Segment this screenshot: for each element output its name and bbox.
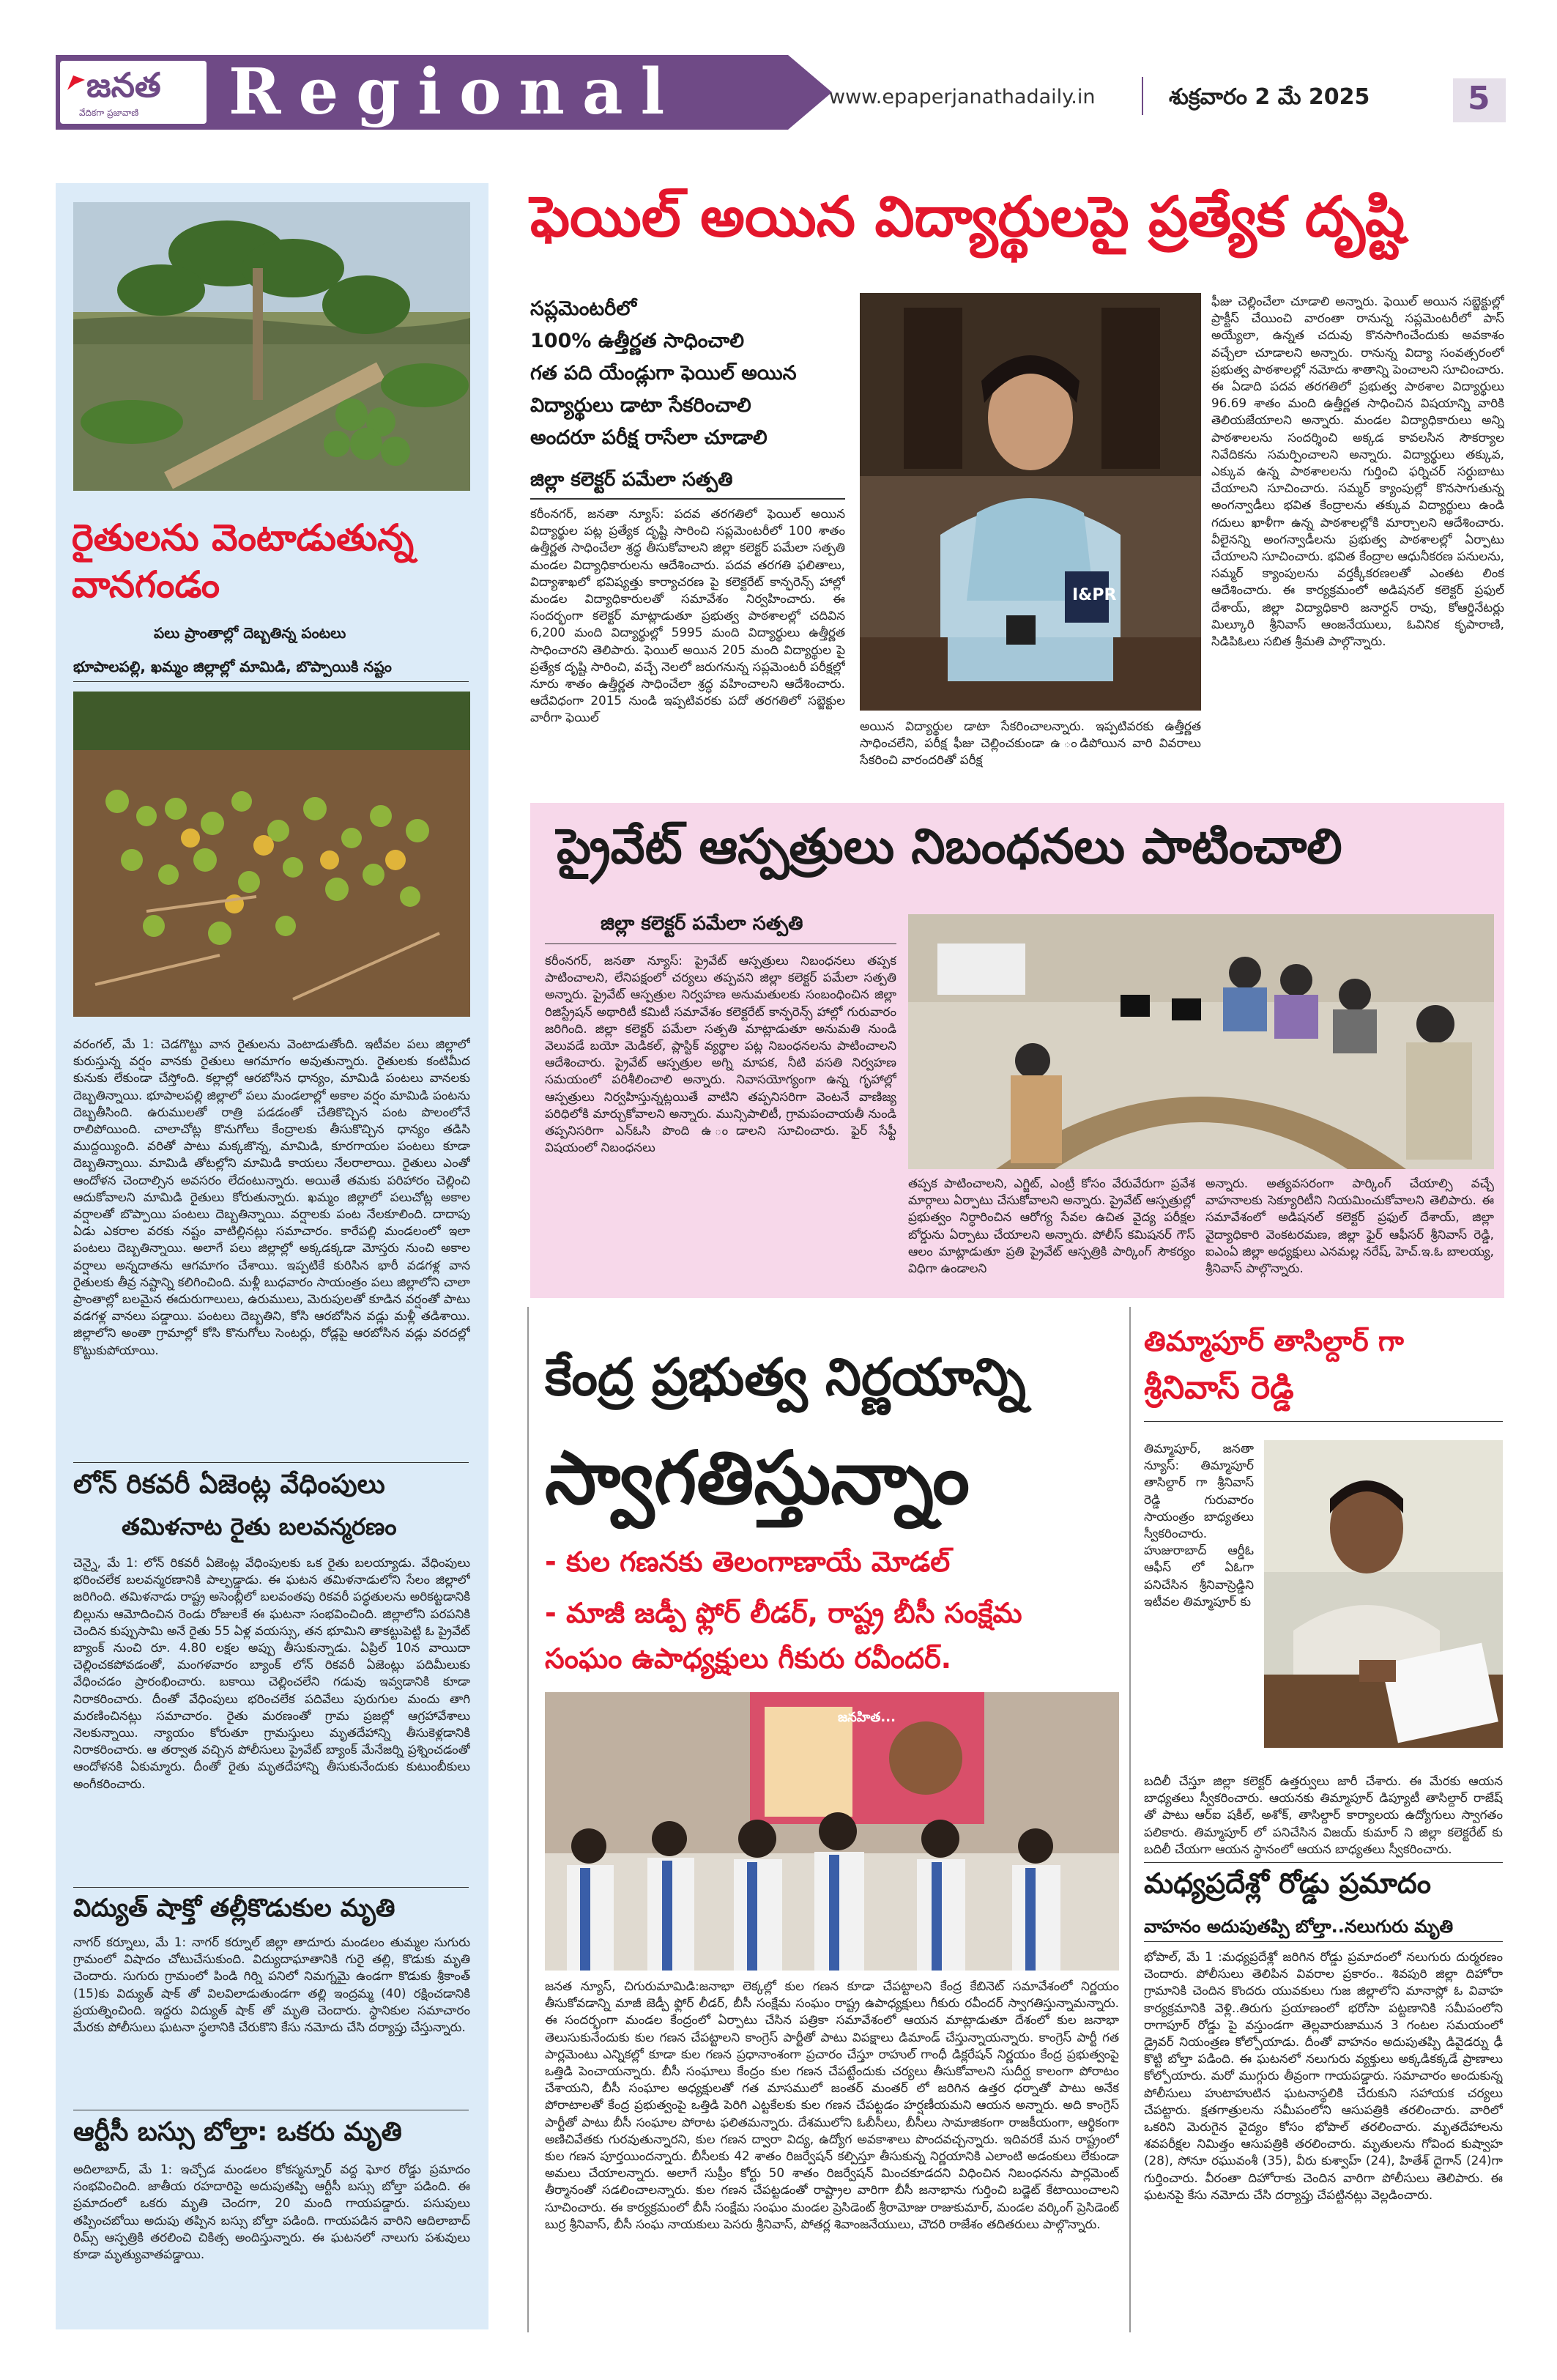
welcome-headline-2: స్వాగతిస్తున్నాం [545, 1435, 970, 1521]
masthead [56, 55, 1506, 130]
logo-tagline: వేదికగా ప్రజావాణి [79, 108, 139, 118]
farm-sub-1: పలు ప్రాంతాల్లో దెబ్బతిన్న పంటలు [154, 624, 346, 642]
shock-body: నాగర్ కర్నూలు, మే 1: నాగర్ కర్నూల్ జిల్లా తాదూరు మండలం తుమ్మల సుగురు గ్రామంలో విషాదం చోటుచేసుకుంది. విద్యుదాఘాతానికి గురై తల్లి, కొడుకు మృతి చెందారు. సుగురు గ్రామంలో పిండి గిర్ని పనిలో నిమగ్నమై ఉండగా కొడుకు శ్రీకాంత్ (15)కు విద్యుత్ షాక్ తో విలవిలాడుతుండగా తల్లి ఇంద్రమ్మ (40) రక్షించడానికి ప్రయత్నించింది. ఇద్దరు విద్యుత్ షాక్ తో మృతి చెందారు. స్థానికుల సమాచారం మేరకు పోలీసులు ఘటనా స్థలానికి చేరుకొని కేసు నమోదు చేసి దర్యాప్తు చేస్తున్నారు. [73, 1935, 470, 2035]
shock-headline: విద్యుత్ షాక్తో తల్లీకొడుకుల మృతి [73, 1894, 395, 1923]
loan-top-rule [73, 1462, 469, 1463]
hospital-byline: జిల్లా కలెక్టర్ పమేలా సత్పతి [601, 913, 803, 935]
lead-byline: జిల్లా కలెక్టర్ పమేలా సత్పతి [530, 469, 733, 491]
lead-col-1: కరీంనగర్, జనతా న్యూస్: పదవ తరగతిలో ఫెయిల్ అయిన విద్యార్థుల పట్ల ప్రత్యేక దృష్టి సారించి సప్లమెంటరీలో 100 శాతం ఉత్తీర్ణత సాధించేలా శ్రద్ధ తీసుకోవాలని జిల్లా కలెక్టర్ పమేలా సత్పతి మండల విద్యాధికారులను ఆదేశించారు. పదవ తరగతి ఫలితాలు, విద్యాశాఖలో భవిష్యత్తు కార్యాచరణ పై కలెక్టరేట్ కాన్ఫరెన్స్ హాల్లో మండల విద్యాధికారులతో సమావేశం నిర్వహించారు. ఈ సందర్భంగా కలెక్టర్ మాట్లాడుతూ ప్రభుత్వ పాఠశాలల్లో చదివిన 6,200 మంది విద్యార్థుల్లో 5995 మంది విద్యార్థులు ఉత్తీర్ణత సాధించారని తెలిపారు. ఫెయిల్ అయిన 205 మంది విద్యార్థుల పై ప్రత్యేక దృష్టి సారించి, వచ్చే నెలలో జరుగనున్న సప్లమెంటరీ పరీక్షల్లో నూరు శాతం ఉత్తీర్ణత సాధించేలా శ్రద్ధ వహించాలని ఆదేశించారు. ఆదేవిధంగా 2015 నుండి ఇప్పటివరకు పదో తరగతిలో సబ్జెక్టుల వారీగా ఫెయిల్ [530, 506, 845, 725]
hospital-col-2: తప్పక పాటించాలని, ఎగ్జిట్, ఎంట్రీ కోసం వేరువేరుగా ప్రవేశ మార్గాలు ఏర్పాటు చేసుకోవాలని అన్నారు. ప్రైవేట్ ఆస్పత్రుల్లో ప్రభుత్వం నిర్ధారించిన ఆరోగ్య సేవల ఉచిత వైద్య పరీక్షల బోర్డును ఏర్పాటు చేయాలని అన్నారు. పోలీస్ కమిషనర్ గౌస్ ఆలం మాట్లాడుతూ ప్రతి ప్రైవేట్ ఆస్పత్రికి పార్కింగ్ సౌకర్యం విధిగా ఉండాలని [908, 1176, 1195, 1276]
mp-headline: మధ్యప్రదేశ్లో రోడ్డు ప్రమాదం [1144, 1867, 1432, 1899]
issue-date: శుక్రవారం 2 మే 2025 [1169, 84, 1370, 110]
lead-col-2: అయిన విద్యార్థుల డాటా సేకరించాలన్నారు. ఇప్పటివరకు ఉత్తీర్ణత సాధించలేని, పరీక్ష ఫీజు చెల్లించకుండా ఉ ండిపోయిన వారి వివరాలు సేకరించి వారందరితో పరీక్ష [860, 719, 1201, 768]
hospital-col-1: కరీంనగర్, జనతా న్యూస్: ప్రైవేట్ ఆస్పత్రులు నిబంధనలు తప్పక పాటించాలని, లేనిపక్షంలో చర్యలు తప్పవని జిల్లా కలెక్టర్ పమేలా సత్పతి అన్నారు. ప్రైవేట్ ఆస్పత్రుల నిర్వహణ అనుమతులకు సంబంధించిన జిల్లా రిజిస్ట్రేషన్ అథారిటీ కమిటీ సమావేశం కలెక్టరేట్ కాన్ఫరెన్స్ హాల్లో గురువారం జరిగింది. జిల్లా కలెక్టర్ పమేలా సత్పతి మాట్లాడుతూ అనుమతి నుండి వెలువడే బయో మెడికల్, ప్లాస్టిక్ వ్యర్థాల పట్ల నిబంధనలను పాటించాలని ఆదేశించారు. ప్రైవేట్ ఆస్పత్రుల అగ్ని మాపక, నీటి వసతి నిర్వహణ సమయంలో పరిశీలించాలి అన్నారు. నివాసయోగ్యంగా ఉన్న గృహాల్లో ఆస్పత్రులు నిర్వహిస్తున్నట్లయితే వాటిని తప్పనిసరిగా వెంటనే వాణిజ్య పరిధిలోకి మార్చుకోవాలని అన్నారు. మున్సిపాలిటీ, గ్రామపంచాయతీ నుండి తప్పనిసరిగా ఎన్ఓసి పొంది ఉ ండాలని సూచించారు. ఫైర్ సేఫ్టీ విషయంలో నిబంధనలు [545, 953, 896, 1155]
hospital-headline: ప్రైవేట్ ఆస్పత్రులు నిబంధనలు పాటించాలి [557, 818, 1342, 875]
lead-deck-line-3: గత పది యేండ్లుగా ఫెయిల్ అయిన [530, 362, 797, 385]
site-url[interactable]: www.epaperjanathadaily.in [829, 86, 1096, 108]
tahsildar-photo [1264, 1440, 1503, 1748]
lead-deck-line-4: విద్యార్థులు డాటా సేకరించాలి [530, 394, 751, 417]
shock-top-rule [73, 1887, 469, 1888]
loan-sub: తమిళనాట రైతు బలవన్మరణం [122, 1513, 397, 1541]
collector-photo [860, 293, 1201, 711]
farm-headline-1: రైతులను వెంటాడుతున్న [72, 516, 415, 559]
farm-body: వరంగల్, మే 1: చెడగొట్టు వాన రైతులను వెంటాడుతోంది. ఇటీవల పలు జిల్లాలో కురుస్తున్న వర్షం వానకు రైతులు ఆగమాగం అవుతున్నారు. రైతులకు కంటిమీద కునుకు లేకుండా చేస్తోంది. కల్లాల్లో ఆరబోసిన ధాన్యం, మామిడి పంటలు వానలకు దెబ్బతిన్నాయి. భూపాలపల్లి జిల్లాలో పలు మండలాల్లో అకాల వర్షం మామిడి పంటను దెబ్బతీసింది. ఉరుములతో రాత్రి పడడంతో చేతికొచ్చిన పంట పొలంలోనే రాలిపోయింది. చాలాచోట్ల కొనుగోలు కేంద్రాలకు తీసుకొచ్చిన ధాన్యం తడిసి ముద్దయ్యింది. వరితో పాటు మక్కజొన్న, మామిడి, కూరగాయల పంటలు కూడా దెబ్బతిన్నాయి. మామిడి తోటల్లోని మామిడి కాయలు నేలరాలాయి. రైతులు ఎంతో ఆందోళన చెందాల్సిన అవసరం లేదంటున్నారు. అయితే తమకు పరిహారం చెల్లించి ఆదుకోవాలని మామిడి రైతులు కోరుతున్నారు. ఖమ్మం జిల్లాలో పలుచోట్ల అకాల వర్షాలతో బొప్పాయి పంటలు దెబ్బతిన్నాయి. వర్షాలకు పంట నేలకూలింది. దాదాపు ఏడు ఎకరాల వరకు నష్టం వాటిల్లినట్లు సమాచారం. కారేపల్లి మండలంలో ఇలా పంటలు దెబ్బతిన్నాయి. అలాగే పలు జిల్లాల్లో అక్కడక్కడా మోస్తరు నుంచి అకాల వర్షాలు అన్నదాతను ఆగమాగం చేశాయి. ఇప్పటికే కురిసిన భారీ వడగళ్ల వాన రైతులకు తీవ్ర నష్టాన్ని కలిగించింది. మళ్లీ బుధవారం సాయంత్రం పలు జిల్లాలోని చాలా ప్రాంతాల్లో బలమైన ఈదురుగాలులు, ఉరుములు, మెరుపులతో కూడిన వర్షంతో పాటు వడగళ్ల వానలు పడ్డాయి. పంటలు దెబ్బతిని, కోసి ఆరబోసిన వడ్లు మళ్లీ తడిశాయి. జిల్లాలోని అంతా గ్రామాల్లో కోసి కొనుగోలు సెంటర్లు, రోడ్లపై ఆరబోసిన వడ్లు వరదల్లో కొట్టుకుపోయాయి. [73, 1037, 470, 1357]
lead-deck [530, 293, 852, 454]
lead-deck-line-2: 100% ఉత్తీర్ణత సాధించాలి [530, 330, 745, 352]
tahsildar-headline-rule [1144, 1421, 1503, 1422]
tahsildar-headline-1: తిమ్మాపూర్ తాసిల్దార్ గా [1144, 1325, 1404, 1357]
tahsildar-body-narrow: తిమ్మాపూర్, జనతా న్యూస్: తిమ్మాపూర్ తాసిల్దార్ గా శ్రీనివాస్ రెడ్డి గురువారం సాయంత్రం బాధ్యతలు స్వీకరించారు. హుజురాబాద్ ఆర్డీఓ ఆఫీస్ లో ఏఓగా పనిచేసిన శ్రీనివాస్రెడ్డిని ఇటీవల తిమ్మాపూర్ కు [1144, 1441, 1254, 1609]
welcome-body: జనత న్యూస్, చిగురుమామిడి:జనాభా లెక్కల్లో కుల గణన కూడా చేపట్టాలని కేంద్ర కేబినెట్ సమావేశంలో నిర్ణయం తీసుకోవడాన్ని మాజీ జెడ్పీ ఫ్లోర్ లీడర్, బీసీ సంక్షేమ సంఘం రాష్ట్ర ఉపాధ్యక్షులు గీకురు రవీందర్ స్వాగతిస్తున్నామన్నారు. ఈ సందర్భంగా మండల కేంద్రంలో ఏర్పాటు చేసిన పత్రికా సమావేశంలో ఆయన మాట్లాడుతూ దేశంలో కుల జనాభా తెలుసుకునేందుకు కుల గణన చేపట్టాలని కాంగ్రెస్ పార్టీతో పాటు విపక్షాలు డిమాండ్ చేస్తున్నాయన్నారు. కాంగ్రెస్ పార్టీ గత పార్లమెంటు ఎన్నికల్లో కూడా కుల గణన ప్రధానాంశంగా ప్రచారం చేస్తూ రాహుల్ గాంధీ డిక్లరేషన్ నిర్ణయం కేంద్ర ప్రభుత్వంపై ఒత్తిడి పెంచాయన్నారు. బీసీ సంఘాలు కేంద్రం కుల గణన చేపట్టేందుకు చర్యలు తీసుకోవాలని సుదీర్ఘ కాలంగా పోరాటం చేశాయని, బీసీ సంఘాల అధ్యక్షులతో గత మాసములో జంతర్ మంతర్ లో జరిగిన ఉత్తర ధర్నాతో పాటు అనేక పోరాటాలతో కేంద్ర ప్రభుత్వంపై ఒత్తిడి పెరిగి ఎట్టకేలకు కుల గణన చేపట్టడం హర్షణీయమని ఆయన అన్నారు. అది కాంగ్రెస్ పార్టీతో పాటు బీసీ సంఘాల పోరాట ఫలితమన్నారు. దేశములోని ఓబీసీలు, బీసీలు సామాజికంగా రాజకీయంగా, ఆర్థికంగా అణిచివేతకు గురవుతున్నారని, కుల గణన ద్వారా విద్య, ఉద్యోగ అవకాశాలు పొందవచ్చన్నారు. ఇదివరకే మన రాష్ట్రంలో కుల గణన పూర్తయిందన్నారు. బీసీలకు 42 శాతం రిజర్వేషన్ కల్పిస్తూ తీసుకున్న నిర్ణయానికి ఎలాంటి అడంకులు లేకుండా అమలు చేయాలన్నారు. అలాగే సుప్రీం కోర్టు 50 శాతం రిజర్వేషన్ మించకూడదని విధించిన నిబంధనను పార్లమెంట్ తీర్మానంతో సడలించాలన్నారు. కుల గణన చేపట్టడంతో రాష్ట్రాల వారిగా బీసీ జనాభాను గుర్తించి బడ్జెట్ కేటాయించాలని సూచించారు. ఈ కార్యక్రమంలో బీసీ సంక్షేమ సంఘం మండల ప్రెసిడెంట్ శ్రీరామోజు రాజుకుమార్, మండల వర్కింగ్ ప్రెసిడెంట్ బుర్ర శ్రీనివాస్, బీసీ సంఘ నాయకులు పెసరు శ్రీనివాస్, పోతర్ల శివాంజనేయులు, చౌదరి రాజేశం తదితరులు పాల్గొన్నారు. [545, 1979, 1119, 2231]
lead-deck-line-5: అందరూ పరీక్ష రాసేలా చూడాలి [530, 426, 768, 449]
welcome-headline-1: కేంద్ర ప్రభుత్వ నిర్ణయాన్ని [545, 1347, 1026, 1407]
ipr-badge: I&PR [1072, 586, 1117, 604]
section-title: Regional [228, 55, 683, 129]
bus-body: అదిలాబాద్, మే 1: ఇచ్చోడ మండలం కోకస్మన్నూర్ వద్ద ఘోర రోడ్డు ప్రమాదం సంభవించింది. జాతీయ రహదారిపై అదుపుతప్పి ఆర్టీసీ బస్సు బోల్తా పడింది. ఈ ప్రమాదంలో ఒకరు మృతి చెందగా, 20 మంది గాయపడ్డారు. పసుపులు తప్పించబోయి అదుపు తప్పిన బస్సు బోల్తా పడింది. గాయపడిన వారిని ఆదిలాబాద్ రిమ్స్ ఆస్పత్రికి తరలించి చికిత్స అందిస్తున్నారు. ఈ ఘటనలో నాలుగు పశువులు కూడా మృత్యువాతపడ్డాయి. [73, 2162, 470, 2262]
welcome-sub-3: సంఘం ఉపాధ్యక్షులు గీకురు రవీందర్. [545, 1642, 952, 1675]
lead-headline: ఫెయిల్ అయిన విద్యార్థులపై ప్రత్యేక దృష్టి [530, 184, 1405, 249]
bc-leaders-photo [545, 1692, 1119, 1971]
welcome-sub-1: - కుల గణనకు తెలంగాణాయే మోడల్ [545, 1546, 951, 1578]
lead-col-3: ఫీజు చెల్లించేలా చూడాలి అన్నారు. ఫెయిల్ అయిన సబ్జెక్టుల్లో ప్రాక్టీస్ చేయించి వారంతా రానున్న సప్లమెంటరీలో పాస్ అయ్యేలా, ఉన్నత చదువు కొనసాగించేందుకు అవకాశం వచ్చేలా చూడాలని అన్నారు. రానున్న విద్యా సంవత్సరంలో ప్రభుత్వ పాఠశాలల్లో నమోదు శాతాన్ని పెంచాలని సూచించారు. ఈ ఏడాది పదవ తరగతిలో ప్రభుత్వ పాఠశాల విద్యార్థులు 96.69 శాతం మంది ఉత్తీర్ణత సాధించిన విషయాన్ని వారికి తెలియజేయాలని అన్నారు. మండల విద్యాధికారులు అన్ని పాఠశాలలను సందర్శించి అక్కడ కావలసిన సౌకర్యాల నివేదికను సమర్పించాలని అన్నారు. విద్యార్థులు తక్కువ, ఎక్కువ ఉన్న పాఠశాలలను గుర్తించి ఫర్నిచర్ సర్దుబాటు చేయాలని సూచించారు. సమ్మర్ క్యాంపుల్లో కొనసాగుతున్న అంగన్వాడీలు భవిత కేంద్రాలను తక్కువ విద్యార్థులు ఉండి గదులు ఖాళీగా ఉన్న పాఠశాలల్లోకి మార్చాలని ఆదేశించారు. వీలైనన్ని అంగన్వాడీలను ప్రభుత్వ పాఠశాలల్లో ఏర్పాటు చేయాలని సూచించారు. భవిత కేంద్రాల ఆధునీకరణ పనులను, సమ్మర్ క్యాంపులను వర్తక్కీకరణలతో ఎంతట లింక ఆదేశించారు. ఈ కార్యక్రమంలో అడిషనల్ కలెక్టర్ ప్రఫుల్ దేశాయ్, జిల్లా విద్యాధికారి జనార్దన్ రావు, కోఆర్డినేటర్లు మిల్కూరి శ్రీనివాస్ ఆంజనేయులు, ఓవినిక కృపారాణి, సిడిపిఓలు సబిత శ్రీమతి పాల్గొన్నారు. [1211, 294, 1504, 649]
tahsildar-headline-2: శ్రీనివాస్ రెడ్డి [1144, 1369, 1294, 1406]
bus-headline: ఆర్టీసీ బస్సు బోల్తా: ఒకరు మృతి [73, 2117, 402, 2147]
farm-sub-rule [73, 681, 469, 682]
fallen-mangoes-photo [73, 692, 470, 1017]
hospital-col-3: అన్నారు. అత్యవసరంగా పార్కింగ్ చేయాల్సి వచ్చే వాహనాలకు సెక్యూరిటీని నియమించుకోవాలని తెలిపారు. ఈ సమావేశంలో అడిషనల్ కలెక్టర్ ప్రఫుల్ దేశాయ్, జిల్లా వైద్యాధికారి వెంకటరమణ, జిల్లా ఫైర్ ఆఫీసర్ శ్రీనివాస్ రెడ్డి, ఐఎంఏ జిల్లా అధ్యక్షులు ఎనమల్ల నరేష్, హెచ్.ఇ.ఓ బాలయ్య, శ్రీనివాస్ పాల్గొన్నారు. [1205, 1176, 1494, 1276]
mp-body: భోపాల్, మే 1 :మధ్యప్రదేశ్లో జరిగిన రోడ్డు ప్రమాదంలో నలుగురు దుర్మరణం చెందారు. పోలీసులు తెలిపిన వివరాల ప్రకారం.. శివపురి జిల్లా దిహోరా గ్రామానికి చెందిన కొందరు యువకులు గుజ జిల్లాలోని మానాస్లో ఓ వివాహ కార్యక్రమానికి వెళ్లి..తిరుగు ప్రయాణంలో భరోసా పట్టణానికి సమీపంలోని రాగాపూర్ రోడ్డు పై వస్తుండగా తెల్లవారుజామున 3 గంటల సమయంలో డ్రైవర్ నియంత్రణ కోల్పోయాడు. దీంతో వాహనం అదుపుతప్పి డివైడర్ను ఢీ కొట్టి బోల్తా పడింది. ఈ ఘటనలో నలుగురు వ్యక్తులు అక్కడికక్కడే ప్రాణాలు కోల్పోయారు. మరో ముగ్గురు తీవ్రంగా గాయపడ్డారు. సమాచారం అందుకున్న పోలీసులు హుటాహుటిన ఘటనాస్థలికి చేరుకుని సహాయక చర్యలు చేపట్టారు. క్షతగాత్రులను సమీపంలోని ఆసుపత్రికి తరలించారు. వారిలో ఒకరిని మెరుగైన వైద్యం కోసం భోపాల్ తరలించారు. మృతదేహాలను శవపరీక్షల నిమిత్తం ఆసుపత్రికి తరలించారు. మృతులను గోవింద కుష్వాహ (28), సోనూ రఘువంశీ (35), వీరు కుశ్వాహ్ (24), హితేశ్ దైగాన్ (24)గా గుర్తించారు. వీరంతా దిహోరాకు చెందిన వారిగా పోలీసులు తెలిపారు. ఈ ఘటనపై కేసు నమోదు చేసి దర్యాప్తు చేపట్టినట్లు వెల్లడించారు. [1144, 1949, 1503, 2202]
logo-flag-icon [66, 74, 86, 92]
mp-sub-rule [1144, 1941, 1503, 1942]
url-date-separator [1142, 77, 1143, 115]
loan-headline: లోన్ రికవరీ ఏజెంట్ల వేధింపులు [73, 1469, 385, 1499]
welcome-left-rule [527, 1307, 529, 2332]
logo-text: జనత [86, 65, 161, 105]
farm-headline-2: వానగండం [72, 563, 220, 606]
papaya-farm-photo [73, 202, 470, 491]
welcome-sub-2: - మాజీ జడ్పీ ఫ్లోర్ లీడర్, రాష్ట్ర బీసీ సంక్షేమ [545, 1597, 1022, 1629]
loan-body: చెన్నై, మే 1: లోన్ రికవరీ ఏజెంట్ల వేధింపులకు ఒక రైతు బలయ్యాడు. వేధింపులు భరించలేక బలవన్మరణానికి పాల్పడ్డాడు. ఈ ఘటన తమిళనాడులోని సేలం జిల్లాలో జరిగింది. తమిళనాడు రాష్ట్ర అసెంబ్లీలో బలవంతపు రికవరీ పద్ధతులను అరికట్టడానికి బిల్లును ఆమోదించిన రెండు రోజులకే ఈ ఘటనా సంభవించింది. జిల్లాలోని పరపనికి చెందిన కుప్పుసామి అనే రైతు 55 ఏళ్ల వయస్సు, తన భూమిని తాకట్టుపెట్టి ఓ ప్రైవేట్ బ్యాంక్ నుంచి రూ. 4.80 లక్షల అప్పు తీసుకున్నాడు. ఏప్రిల్ 10న వాయిదా చెల్లించకపోవడంతో, మంగళవారం బ్యాంక్ లోన్ రికవరీ ఏజెంట్లు పదిమీలుకు వేధించడం ప్రారంభించారు. బకాయి చెల్లించలేని గడువు ఇవ్వడానికి కూడా నిరాకరించారు. దీంతో వేధింపులు భరించలేక పదివేలు పురుగుల మందు తాగి మరణించినట్లు సమాచారం. రైతు మరణంతో గ్రామ ప్రజల్లో ఆగ్రహావేశాలు నెలకున్నాయి. న్యాయం కోరుతూ గ్రామస్తులు మృతదేహాన్ని తీసుకెళ్లడానికి నిరాకరించారు. ఆ తర్వాత వచ్చిన పోలీసులు ప్రైవేట్ బ్యాంక్ మేనేజర్ని ప్రశ్నించడంతో ఆందోళనకి ఏకుమ్మారు. దీంతో రైతు మృతదేహాన్ని తీసుకునేందుకు కుటుంబీకులు అంగీకరించారు. [73, 1555, 470, 1791]
mp-top-rule [1144, 1862, 1503, 1863]
farm-sub-2: భూపాలపల్లి, ఖమ్మం జిల్లాల్లో మామిడి, బొప్పాయికి నష్టం [73, 658, 392, 675]
lead-byline-rule [530, 498, 845, 500]
tahsildar-left-rule [1129, 1307, 1131, 2332]
masthead-arrow [788, 55, 832, 130]
mp-sub: వాహనం అదుపుతప్పి బోల్తా..నలుగురు మృతి [1144, 1916, 1454, 1937]
hospital-meeting-photo [908, 914, 1494, 1169]
logo-box [60, 61, 207, 124]
page-number: 5 [1468, 80, 1490, 117]
photo-banner-text: జనహిత... [838, 1710, 896, 1725]
tahsildar-body-wide: బదిలీ చేస్తూ జిల్లా కలెక్టర్ ఉత్తర్వులు జారీ చేశారు. ఈ మేరకు ఆయన బాధ్యతలు స్వీకరించారు. ఆయనకు తిమ్మాపూర్ డిప్యూటీ తాసిల్దార్ రాజేష్ తో పాటు ఆర్ఐ షకీల్, అశోక్, తాసిల్దార్ కార్యాలయ ఉద్యోగులు స్వాగతం పలికారు. తిమ్మాపూర్ లో పనిచేసిన విజయ్ కుమార్ ని జిల్లా కలెక్టరేట్ కు బదిలీ చేయగా ఆయన స్థానంలో ఆయన బాధ్యతలు స్వీకరించారు. [1144, 1773, 1503, 1856]
lead-deck-line-1: సప్లమెంటరీలో [530, 297, 637, 320]
